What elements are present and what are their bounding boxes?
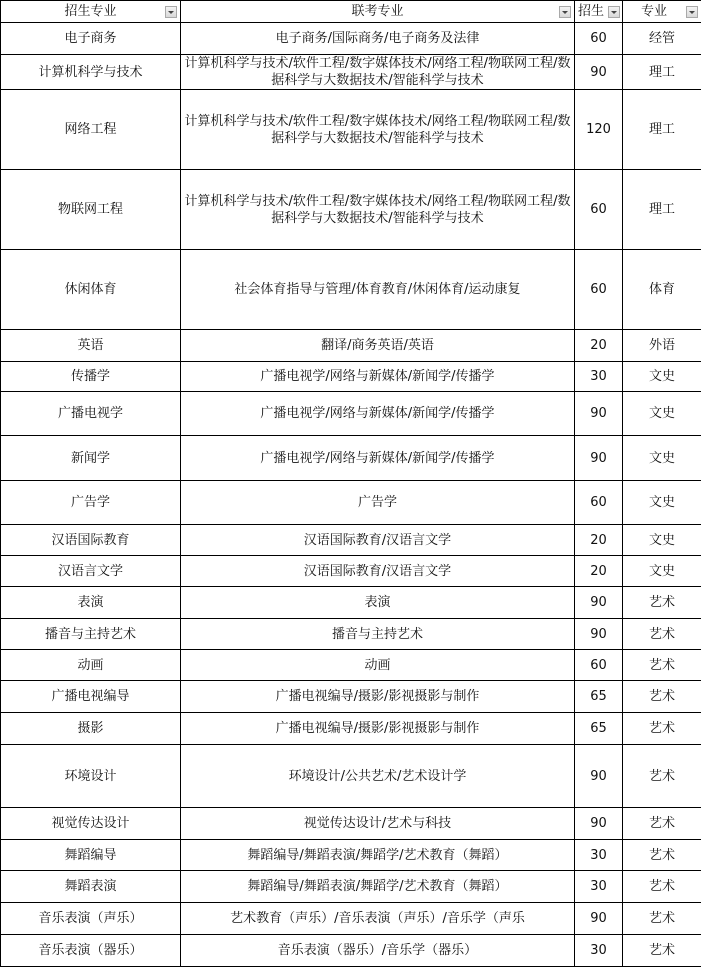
table-row: [1, 362, 701, 392]
cell-joint[interactable]: 计算机科学与技术/软件工程/数字媒体技术/网络工程/物联网工程/数据科学与大数据技术/智能科学与技术: [181, 55, 575, 90]
cell-joint[interactable]: 表演: [181, 587, 575, 619]
cell-major[interactable]: 物联网工程: [1, 170, 181, 250]
cell-quota[interactable]: 60: [575, 650, 623, 681]
cell-joint[interactable]: 社会体育指导与管理/体育教育/休闲体育/运动康复: [181, 250, 575, 330]
cell-major[interactable]: 视觉传达设计: [1, 808, 181, 840]
header-joint: [181, 1, 575, 23]
cell-type[interactable]: 文史: [623, 392, 701, 436]
cell-joint[interactable]: 电子商务/国际商务/电子商务及法律: [181, 23, 575, 55]
cell-quota[interactable]: 30: [575, 362, 623, 392]
cell-joint[interactable]: 翻译/商务英语/英语: [181, 330, 575, 362]
cell-quota[interactable]: 90: [575, 587, 623, 619]
filter-dropdown-type-button[interactable]: [686, 6, 698, 18]
cell-joint[interactable]: 汉语国际教育/汉语言文学: [181, 556, 575, 587]
cell-joint[interactable]: 播音与主持艺术: [181, 619, 575, 650]
cell-major[interactable]: 传播学: [1, 362, 181, 392]
table-row: [1, 808, 701, 840]
cell-type[interactable]: 文史: [623, 436, 701, 481]
filter-dropdown-joint-button[interactable]: [559, 6, 571, 18]
cell-major[interactable]: 表演: [1, 587, 181, 619]
header-joint-label: 联考专业: [351, 3, 403, 20]
cell-joint[interactable]: 动画: [181, 650, 575, 681]
cell-major[interactable]: 舞蹈表演: [1, 871, 181, 903]
cell-joint[interactable]: 广播电视编导/摄影/影视摄影与制作: [181, 681, 575, 713]
cell-quota[interactable]: 30: [575, 871, 623, 903]
cell-type[interactable]: 文史: [623, 481, 701, 525]
cell-major[interactable]: 网络工程: [1, 90, 181, 170]
table-row: [1, 481, 701, 525]
cell-type[interactable]: 艺术: [623, 713, 701, 745]
cell-type[interactable]: 文史: [623, 362, 701, 392]
cell-joint[interactable]: 音乐表演（器乐）/音乐学（器乐）: [181, 935, 575, 967]
cell-quota[interactable]: 90: [575, 745, 623, 808]
cell-major[interactable]: 广播电视学: [1, 392, 181, 436]
cell-joint[interactable]: 广播电视编导/摄影/影视摄影与制作: [181, 713, 575, 745]
filter-dropdown-major-button[interactable]: [165, 6, 177, 18]
cell-type[interactable]: 艺术: [623, 650, 701, 681]
cell-type[interactable]: 艺术: [623, 840, 701, 871]
cell-major[interactable]: 汉语国际教育: [1, 525, 181, 556]
cell-quota[interactable]: 90: [575, 903, 623, 935]
cell-quota[interactable]: 30: [575, 935, 623, 967]
table-row: [1, 619, 701, 650]
cell-type[interactable]: 经管: [623, 23, 701, 55]
cell-joint[interactable]: 计算机科学与技术/软件工程/数字媒体技术/网络工程/物联网工程/数据科学与大数据技术/智能科学与技术: [181, 90, 575, 170]
table-row: [1, 525, 701, 556]
cell-major[interactable]: 音乐表演（器乐）: [1, 935, 181, 967]
cell-type[interactable]: 艺术: [623, 871, 701, 903]
cell-type[interactable]: 体育: [623, 250, 701, 330]
table-row: [1, 935, 701, 967]
cell-quota[interactable]: 60: [575, 23, 623, 55]
cell-quota[interactable]: 60: [575, 170, 623, 250]
cell-joint[interactable]: 舞蹈编导/舞蹈表演/舞蹈学/艺术教育（舞蹈）: [181, 871, 575, 903]
cell-quota[interactable]: 20: [575, 525, 623, 556]
table-row: [1, 650, 701, 681]
table-row: [1, 392, 701, 436]
table-row: [1, 23, 701, 55]
cell-major[interactable]: 休闲体育: [1, 250, 181, 330]
cell-type[interactable]: 理工: [623, 55, 701, 90]
table-row: [1, 250, 701, 330]
cell-type[interactable]: 文史: [623, 525, 701, 556]
table-row: [1, 745, 701, 808]
cell-quota[interactable]: 90: [575, 436, 623, 481]
cell-major[interactable]: 舞蹈编导: [1, 840, 181, 871]
table-row: [1, 90, 701, 170]
cell-type[interactable]: 艺术: [623, 587, 701, 619]
header-major: [1, 1, 181, 23]
cell-type[interactable]: 艺术: [623, 745, 701, 808]
cell-quota[interactable]: 20: [575, 556, 623, 587]
header-type: [623, 1, 701, 23]
table-body: [1, 23, 701, 967]
cell-joint[interactable]: 汉语国际教育/汉语言文学: [181, 525, 575, 556]
cell-joint[interactable]: 视觉传达设计/艺术与科技: [181, 808, 575, 840]
cell-joint[interactable]: 环境设计/公共艺术/艺术设计学: [181, 745, 575, 808]
cell-major[interactable]: 广播电视编导: [1, 681, 181, 713]
table-row: [1, 713, 701, 745]
cell-quota[interactable]: 90: [575, 392, 623, 436]
cell-quota[interactable]: 90: [575, 619, 623, 650]
cell-major[interactable]: 电子商务: [1, 23, 181, 55]
header-major-label: 招生专业: [64, 3, 116, 20]
cell-major[interactable]: 汉语言文学: [1, 556, 181, 587]
header-quota: [575, 1, 623, 23]
table-row: [1, 556, 701, 587]
filter-dropdown-quota-button[interactable]: [608, 6, 620, 18]
cell-joint[interactable]: 广播电视学/网络与新媒体/新闻学/传播学: [181, 362, 575, 392]
cell-major[interactable]: 新闻学: [1, 436, 181, 481]
cell-quota[interactable]: 90: [575, 808, 623, 840]
cell-joint[interactable]: 舞蹈编导/舞蹈表演/舞蹈学/艺术教育（舞蹈）: [181, 840, 575, 871]
table-row: [1, 903, 701, 935]
table-row: [1, 170, 701, 250]
cell-major[interactable]: 广告学: [1, 481, 181, 525]
cell-quota[interactable]: 60: [575, 481, 623, 525]
table-row: [1, 55, 701, 90]
cell-type[interactable]: 艺术: [623, 808, 701, 840]
cell-major[interactable]: 环境设计: [1, 745, 181, 808]
cell-type[interactable]: 艺术: [623, 681, 701, 713]
cell-type[interactable]: 理工: [623, 170, 701, 250]
cell-type[interactable]: 文史: [623, 556, 701, 587]
table-row: [1, 840, 701, 871]
cell-joint[interactable]: 艺术教育（声乐）/音乐表演（声乐）/音乐学（声乐: [181, 903, 575, 935]
cell-major[interactable]: 播音与主持艺术: [1, 619, 181, 650]
cell-major[interactable]: 英语: [1, 330, 181, 362]
cell-joint[interactable]: 广告学: [181, 481, 575, 525]
header-row: [1, 1, 701, 23]
cell-quota[interactable]: 20: [575, 330, 623, 362]
cell-type[interactable]: 理工: [623, 90, 701, 170]
table-row: [1, 681, 701, 713]
cell-major[interactable]: 音乐表演（声乐）: [1, 903, 181, 935]
cell-type[interactable]: 艺术: [623, 619, 701, 650]
cell-quota[interactable]: 30: [575, 840, 623, 871]
cell-type[interactable]: 艺术: [623, 935, 701, 967]
table-row: [1, 330, 701, 362]
cell-joint[interactable]: 广播电视学/网络与新媒体/新闻学/传播学: [181, 436, 575, 481]
cell-major[interactable]: 计算机科学与技术: [1, 55, 181, 90]
cell-quota[interactable]: 120: [575, 90, 623, 170]
header-quota-label: 招生: [578, 3, 604, 20]
header-type-label: 专业: [641, 3, 667, 20]
cell-major[interactable]: 摄影: [1, 713, 181, 745]
cell-major[interactable]: 动画: [1, 650, 181, 681]
cell-quota[interactable]: 65: [575, 713, 623, 745]
table-row: [1, 436, 701, 481]
cell-quota[interactable]: 90: [575, 55, 623, 90]
cell-joint[interactable]: 计算机科学与技术/软件工程/数字媒体技术/网络工程/物联网工程/数据科学与大数据技术/智能科学与技术: [181, 170, 575, 250]
cell-type[interactable]: 外语: [623, 330, 701, 362]
cell-joint[interactable]: 广播电视学/网络与新媒体/新闻学/传播学: [181, 392, 575, 436]
table-row: [1, 587, 701, 619]
table-row: [1, 871, 701, 903]
cell-quota[interactable]: 65: [575, 681, 623, 713]
cell-quota[interactable]: 60: [575, 250, 623, 330]
cell-type[interactable]: 艺术: [623, 903, 701, 935]
